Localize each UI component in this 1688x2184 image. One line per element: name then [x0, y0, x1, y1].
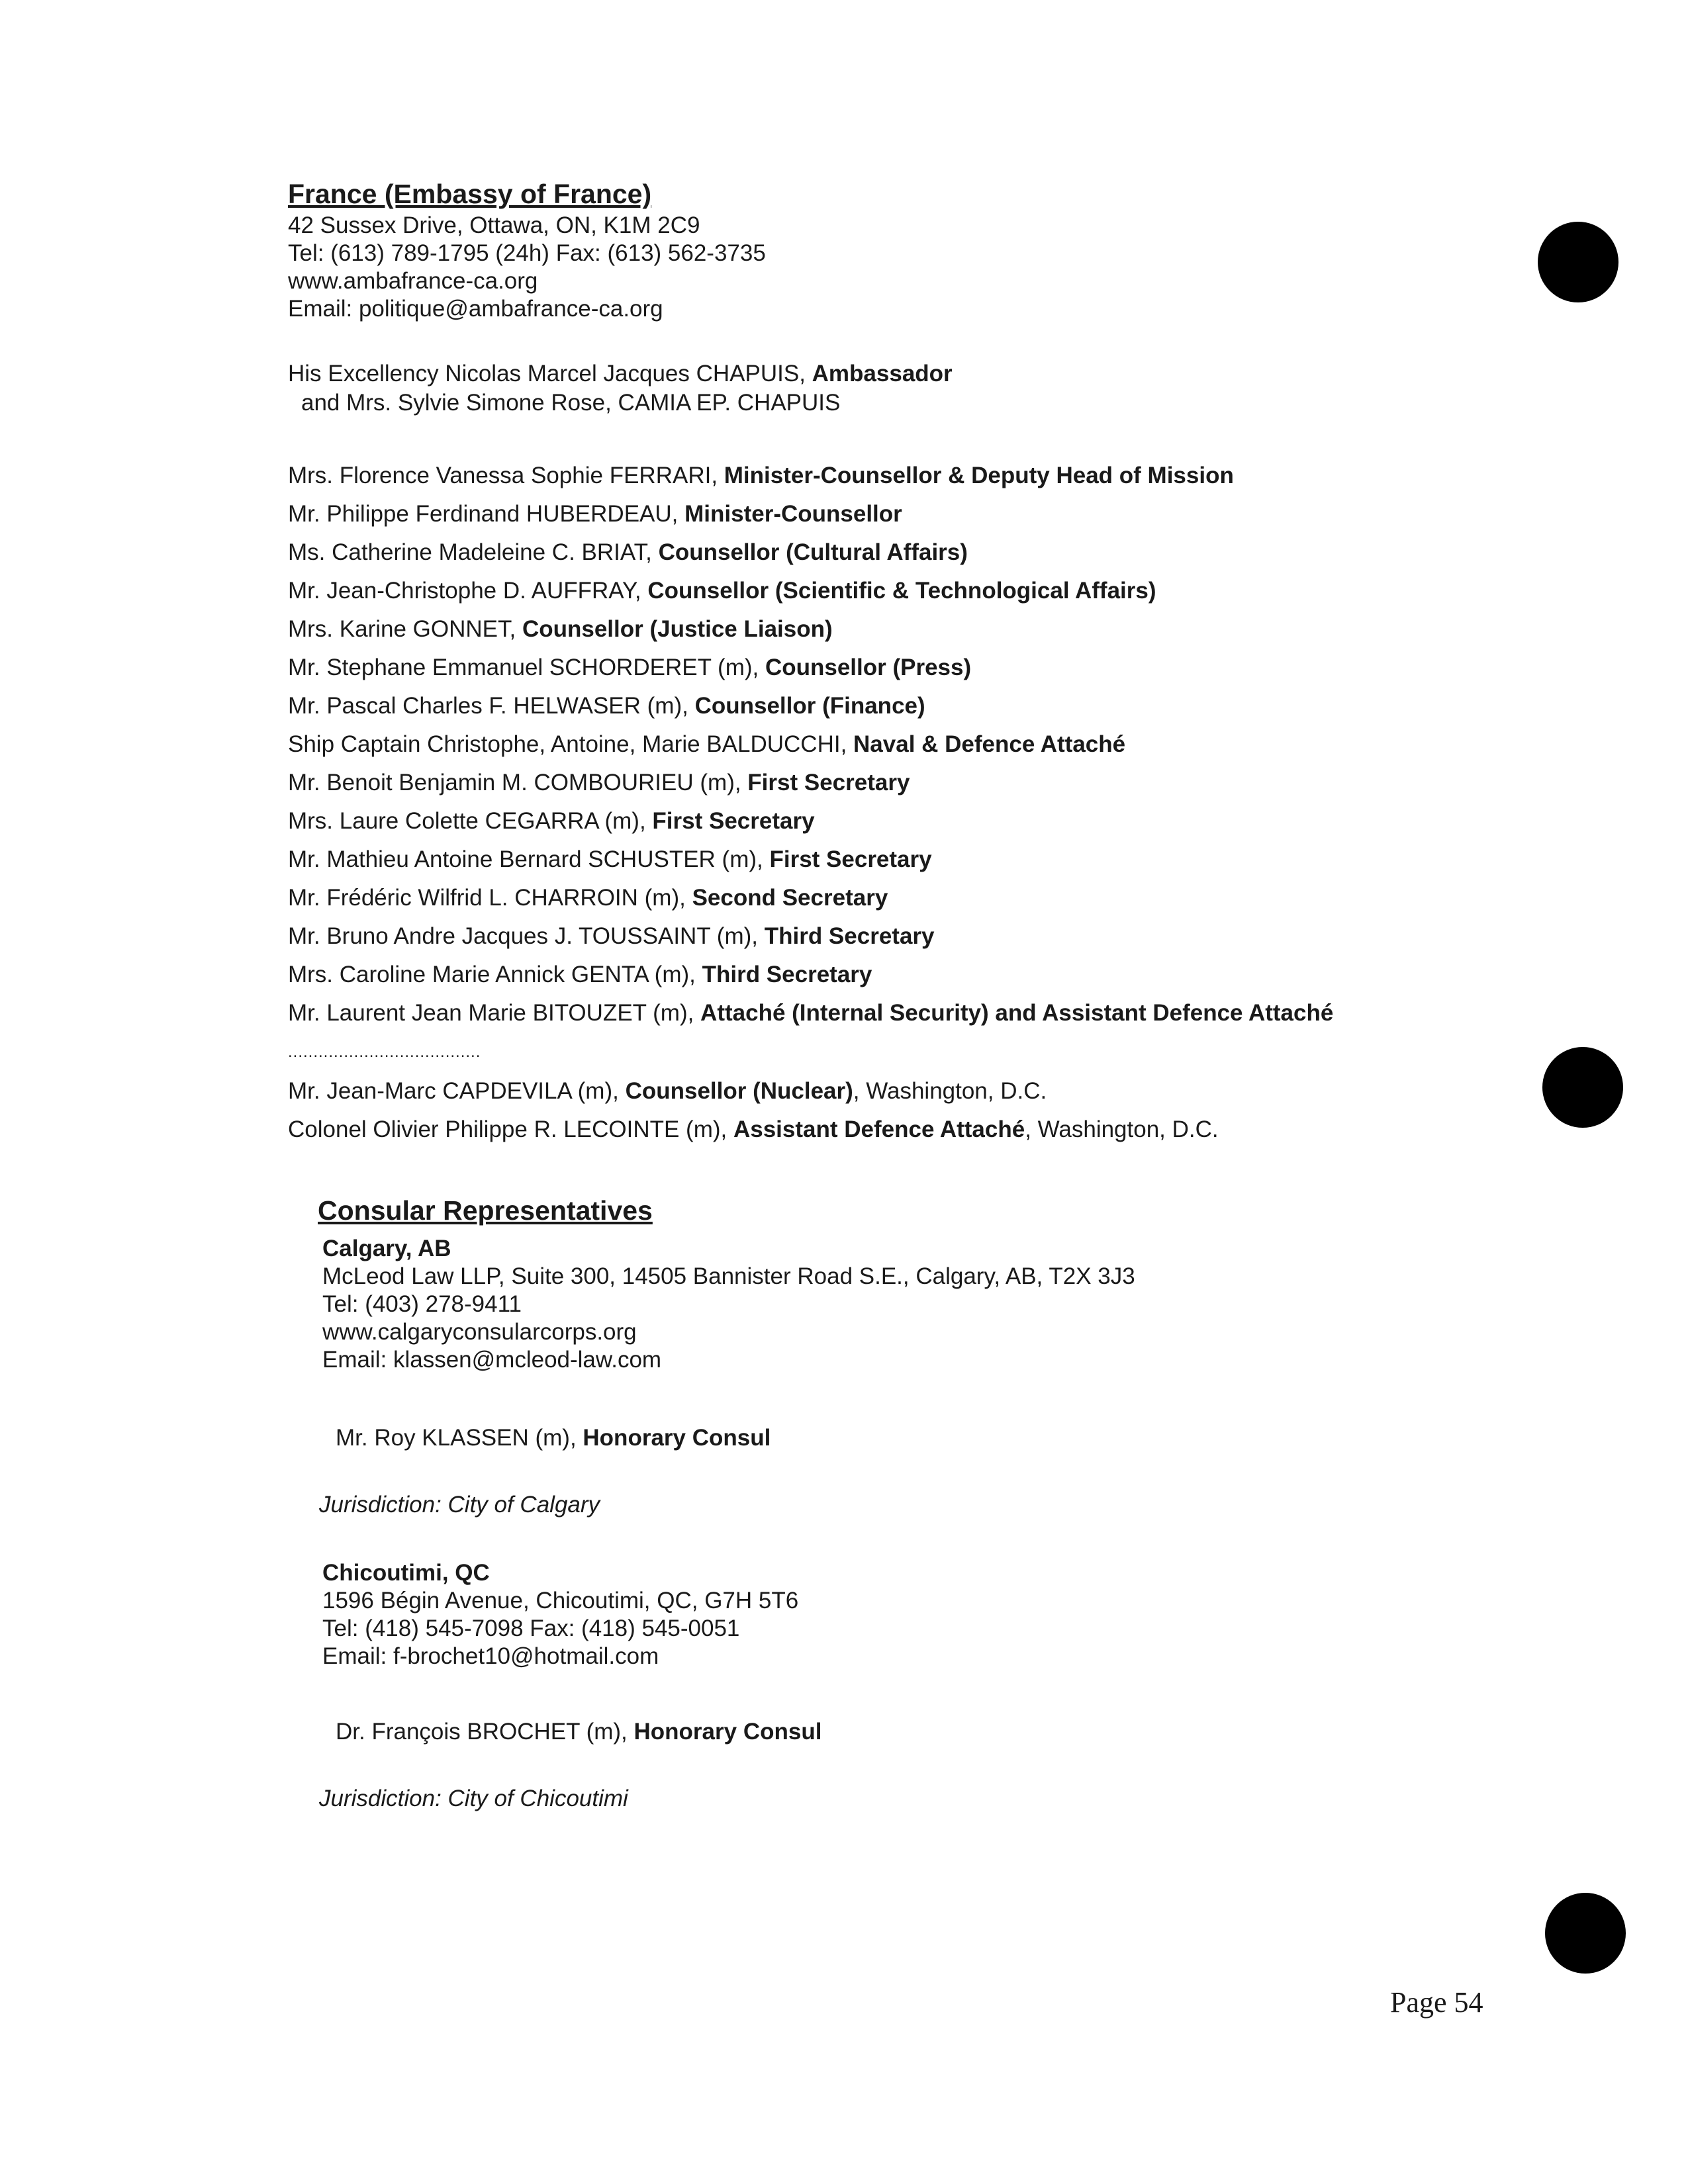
staff-row [288, 654, 971, 682]
office-phone: Tel: (418) 545-7098 Fax: (418) 545-0051 [322, 1615, 740, 1641]
consul-title: Honorary Consul [583, 1425, 771, 1451]
office-city: Calgary, AB [322, 1236, 451, 1261]
ambassador-line [288, 360, 953, 388]
staff-title: First Secretary [652, 808, 815, 834]
embassy-website[interactable]: www.ambafrance-ca.org [288, 268, 538, 294]
staff-title: Counsellor (Cultural Affairs) [658, 539, 968, 565]
jurisdiction: Jurisdiction: City of Chicoutimi [319, 1786, 628, 1811]
washington-row [288, 1116, 1219, 1144]
office-email[interactable]: Email: f-brochet10@hotmail.com [322, 1643, 659, 1669]
ambassador-spouse: and Mrs. Sylvie Simone Rose, CAMIA EP. CHAPUIS [301, 390, 841, 416]
staff-row [288, 807, 815, 835]
embassy-email[interactable]: Email: politique@ambafrance-ca.org [288, 296, 663, 322]
staff-row [288, 539, 968, 567]
ambassador-title: Ambassador [812, 361, 953, 387]
office-website[interactable]: www.calgaryconsularcorps.org [322, 1319, 637, 1345]
embassy-phone: Tel: (613) 789-1795 (24h) Fax: (613) 562-3735 [288, 240, 766, 266]
jurisdiction: Jurisdiction: City of Calgary [319, 1492, 600, 1518]
staff-row [288, 577, 1156, 605]
consul-name: Mr. Roy KLASSEN (m), [336, 1425, 583, 1451]
staff-title: Minister-Counsellor & Deputy Head of Mission [724, 463, 1234, 488]
staff-title: Attaché (Internal Security) and Assistant Defence Attaché [700, 1000, 1334, 1026]
punch-hole [1542, 1047, 1623, 1128]
staff-title: Counsellor (Press) [765, 655, 972, 680]
staff-name: Mr. Mathieu Antoine Bernard SCHUSTER (m), [288, 846, 770, 872]
staff-name: Mrs. Florence Vanessa Sophie FERRARI, [288, 463, 724, 488]
staff-row [288, 692, 925, 720]
staff-row [288, 500, 902, 528]
staff-row [288, 999, 1333, 1027]
staff-title: Third Secretary [702, 962, 872, 987]
staff-row [288, 615, 833, 643]
staff-name: Mrs. Karine GONNET, [288, 616, 522, 642]
staff-title: Minister-Counsellor [684, 501, 902, 527]
staff-row [288, 846, 932, 874]
staff-row [288, 769, 910, 797]
office-city: Chicoutimi, QC [322, 1560, 490, 1586]
embassy-title: France (Embassy of France) [288, 179, 652, 209]
washington-row [288, 1077, 1047, 1105]
punch-hole [1545, 1893, 1626, 1974]
staff-name: Mr. Laurent Jean Marie BITOUZET (m), [288, 1000, 701, 1026]
location-suffix: , Washington, D.C. [853, 1078, 1047, 1104]
embassy-address: 42 Sussex Drive, Ottawa, ON, K1M 2C9 [288, 212, 700, 238]
page-number: Page 54 [1390, 1986, 1483, 2019]
staff-row [288, 731, 1125, 758]
staff-title: Second Secretary [692, 885, 888, 911]
consul-name: Dr. François BROCHET (m), [336, 1719, 634, 1745]
office-address: McLeod Law LLP, Suite 300, 14505 Bannister Road S.E., Calgary, AB, T2X 3J3 [322, 1263, 1135, 1289]
staff-name: Mr. Bruno Andre Jacques J. TOUSSAINT (m), [288, 923, 765, 949]
staff-name: Mr. Philippe Ferdinand HUBERDEAU, [288, 501, 685, 527]
consular-heading: Consular Representatives [318, 1195, 653, 1226]
staff-name: Colonel Olivier Philippe R. LECOINTE (m), [288, 1116, 733, 1142]
staff-name: Mr. Frédéric Wilfrid L. CHARROIN (m), [288, 885, 692, 911]
ambassador-name: His Excellency Nicolas Marcel Jacques CHAPUIS, [288, 361, 812, 387]
staff-title: Counsellor (Finance) [694, 693, 925, 719]
staff-row [288, 961, 872, 989]
staff-title: First Secretary [747, 770, 910, 796]
staff-title: Counsellor (Nuclear) [625, 1078, 853, 1104]
office-address: 1596 Bégin Avenue, Chicoutimi, QC, G7H 5T6 [322, 1588, 799, 1614]
office-phone: Tel: (403) 278-9411 [322, 1291, 522, 1317]
staff-row [288, 923, 935, 950]
staff-title: Counsellor (Scientific & Technological Affairs) [647, 578, 1156, 604]
staff-name: Mrs. Laure Colette CEGARRA (m), [288, 808, 653, 834]
staff-name: Ship Captain Christophe, Antoine, Marie BALDUCCHI, [288, 731, 854, 757]
office-email[interactable]: Email: klassen@mcleod-law.com [322, 1347, 662, 1373]
staff-row [288, 884, 888, 912]
staff-name: Mr. Jean-Marc CAPDEVILA (m), [288, 1078, 626, 1104]
consul-row [336, 1718, 821, 1746]
staff-name: Mr. Pascal Charles F. HELWASER (m), [288, 693, 695, 719]
staff-title: Third Secretary [764, 923, 935, 949]
dotted-separator: ...................................... [288, 1043, 481, 1061]
consul-row [336, 1424, 771, 1452]
staff-name: Mr. Stephane Emmanuel SCHORDERET (m), [288, 655, 765, 680]
staff-name: Mr. Jean-Christophe D. AUFFRAY, [288, 578, 648, 604]
staff-row [288, 462, 1234, 490]
staff-title: Naval & Defence Attaché [853, 731, 1126, 757]
punch-hole [1538, 222, 1618, 302]
staff-name: Mr. Benoit Benjamin M. COMBOURIEU (m), [288, 770, 748, 796]
staff-title: Assistant Defence Attaché [733, 1116, 1025, 1142]
staff-name: Mrs. Caroline Marie Annick GENTA (m), [288, 962, 702, 987]
location-suffix: , Washington, D.C. [1025, 1116, 1219, 1142]
staff-name: Ms. Catherine Madeleine C. BRIAT, [288, 539, 659, 565]
staff-title: First Secretary [769, 846, 932, 872]
staff-title: Counsellor (Justice Liaison) [522, 616, 833, 642]
consul-title: Honorary Consul [633, 1719, 822, 1745]
